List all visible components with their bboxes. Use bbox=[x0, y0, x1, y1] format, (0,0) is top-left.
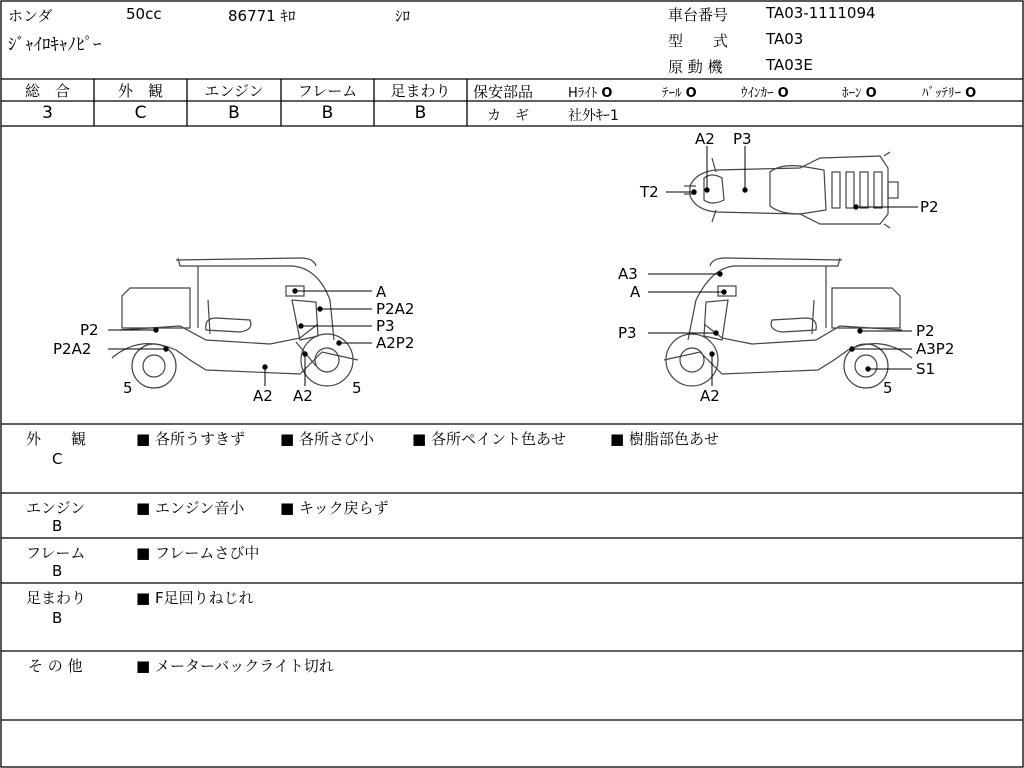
grade-header-suspension: 足まわり bbox=[390, 82, 451, 100]
right-label-a3p2: A3P2 bbox=[916, 340, 955, 358]
grade-exterior: C bbox=[134, 103, 147, 123]
right-label-p2: P2 bbox=[916, 322, 935, 340]
remark-item: ■ メーターバックライト切れ bbox=[136, 657, 334, 675]
type-label: 型 式 bbox=[668, 32, 729, 50]
remark-item: ■ 各所うすきず bbox=[136, 430, 245, 448]
body-color: ｼﾛ bbox=[395, 7, 411, 25]
remark-item: ■ F足回りねじれ bbox=[136, 589, 254, 607]
maker: ホンダ bbox=[8, 7, 53, 25]
remark-label-other: そ の 他 bbox=[28, 657, 83, 675]
key-label: カ ギ bbox=[487, 108, 529, 124]
right-label-p3: P3 bbox=[618, 324, 637, 342]
remark-item: ■ エンジン音小 bbox=[136, 499, 245, 517]
right-label-5: 5 bbox=[883, 379, 893, 397]
left-label-a2-front: A2 bbox=[293, 387, 313, 405]
top-label-t2: T2 bbox=[640, 183, 659, 201]
left-label-p2: P2 bbox=[80, 321, 99, 339]
right-label-a: A bbox=[630, 283, 641, 301]
remark-item: ■ キック戻らず bbox=[280, 499, 389, 517]
left-label-p2a2-front: P2A2 bbox=[53, 340, 92, 358]
safety-label: 保安部品 bbox=[473, 83, 534, 101]
remark-grade-engine: B bbox=[52, 517, 63, 535]
safety-item-horn: ﾎｰﾝ O bbox=[842, 86, 877, 101]
scooter-top-view bbox=[684, 152, 898, 228]
model-name: ｼﾞｬｲﾛｷｬﾉﾋﾟｰ bbox=[8, 35, 102, 55]
safety-item-winker: ｳｲﾝｶｰ O bbox=[741, 86, 789, 101]
grade-header-exterior: 外 観 bbox=[117, 82, 163, 100]
displacement: 50cc bbox=[126, 5, 162, 23]
safety-item-headlight: Hﾗｲﾄ O bbox=[568, 86, 613, 101]
mileage: 86771 ｷﾛ bbox=[228, 7, 296, 25]
remark-item: ■ 各所ペイント色あせ bbox=[412, 430, 566, 448]
engine-model: TA03E bbox=[766, 56, 813, 74]
safety-item-tail: ﾃｰﾙ O bbox=[662, 86, 697, 101]
left-label-5-front: 5 bbox=[352, 379, 362, 397]
key-value: 社外ｷｰ1 bbox=[568, 108, 619, 124]
left-label-a2-floor: A2 bbox=[253, 387, 273, 405]
grade-frame: B bbox=[321, 103, 334, 123]
chassis-label: 車台番号 bbox=[668, 6, 729, 24]
right-label-a3: A3 bbox=[618, 265, 638, 283]
remark-grade-suspension: B bbox=[52, 609, 63, 627]
remark-label-frame: フレーム bbox=[26, 544, 86, 562]
scooter-left-view bbox=[112, 258, 358, 388]
remark-item: ■ 樹脂部色あせ bbox=[610, 430, 719, 448]
remark-label-engine: エンジン bbox=[26, 499, 86, 517]
top-label-p2: P2 bbox=[920, 198, 939, 216]
safety-item-battery: ﾊﾞｯﾃﾘｰ O bbox=[922, 86, 977, 101]
damage-diagram bbox=[0, 126, 1024, 424]
grade-overall: 3 bbox=[42, 103, 53, 123]
right-label-a2: A2 bbox=[700, 387, 720, 405]
grade-engine: B bbox=[228, 103, 240, 123]
remark-item: ■ 各所さび小 bbox=[280, 430, 374, 448]
grade-suspension: B bbox=[414, 103, 427, 123]
remark-grade-frame: B bbox=[52, 562, 63, 580]
top-label-p3: P3 bbox=[733, 130, 752, 148]
remark-label-exterior: 外 観 bbox=[26, 430, 87, 448]
remark-grade-exterior: C bbox=[52, 450, 63, 468]
remark-item: ■ フレームさび中 bbox=[136, 544, 260, 562]
grade-header-engine: エンジン bbox=[204, 82, 264, 100]
engine-label: 原 動 機 bbox=[668, 58, 723, 76]
left-label-a2p2: A2P2 bbox=[376, 334, 415, 352]
left-label-a: A bbox=[376, 283, 387, 301]
top-label-a2: A2 bbox=[695, 130, 715, 148]
left-label-p3: P3 bbox=[376, 317, 395, 335]
remark-label-suspension: 足まわり bbox=[26, 589, 87, 607]
chassis-number: TA03-1111094 bbox=[766, 4, 876, 22]
grade-header-overall: 総 合 bbox=[24, 82, 70, 100]
type-value: TA03 bbox=[766, 30, 804, 48]
left-label-5-rear: 5 bbox=[123, 379, 133, 397]
left-label-p2a2: P2A2 bbox=[376, 300, 415, 318]
grade-header-frame: フレーム bbox=[297, 82, 358, 100]
right-label-s1: S1 bbox=[916, 360, 936, 378]
